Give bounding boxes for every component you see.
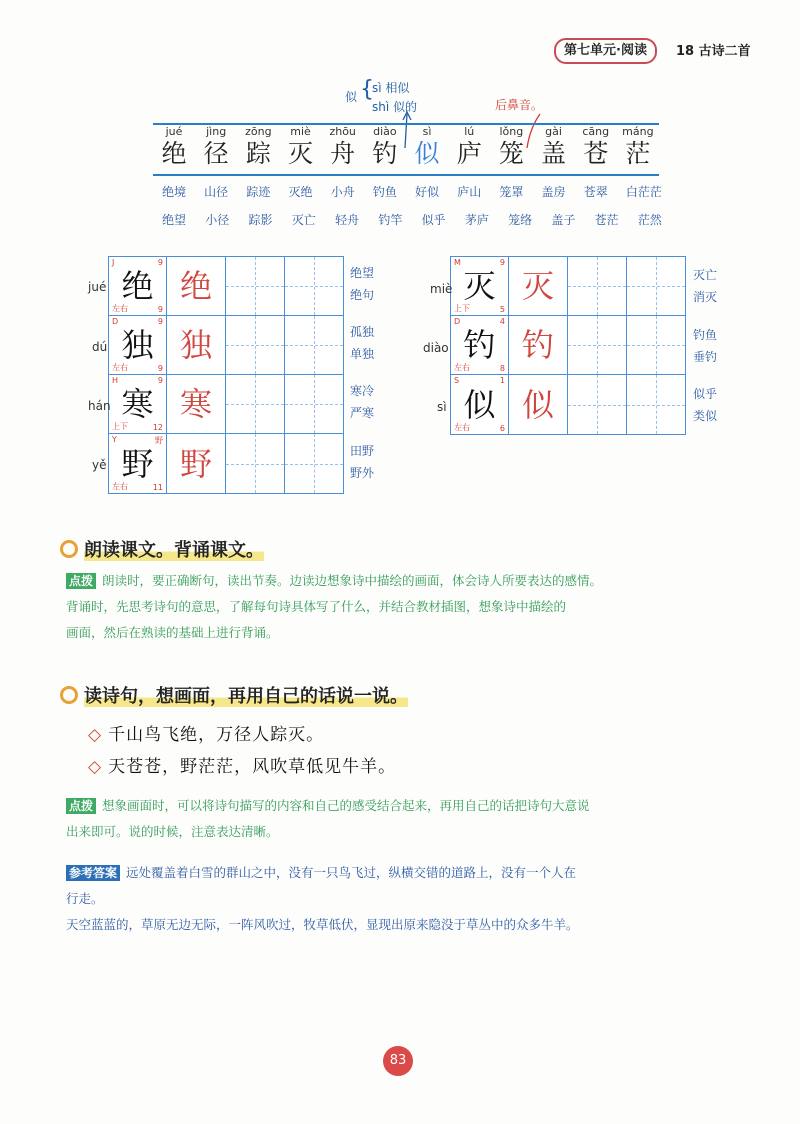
side-words: 寒冷 严寒	[350, 384, 375, 420]
diamond-icon: ◇	[88, 725, 103, 745]
grid-cell-model: H 9 寒 上下 12	[109, 375, 167, 434]
hint-tag: 点拨	[66, 573, 96, 589]
char-cell: lú 庐	[456, 125, 482, 168]
poem-line: ◇ 天苍苍，野茫茫，风吹草低见牛羊。	[88, 757, 397, 777]
page-number: 83	[383, 1046, 413, 1076]
grid-cell-trace: 野	[167, 434, 226, 493]
grid-cell-empty[interactable]	[285, 434, 343, 493]
grid-cell-model: D 9 独 左右 9	[109, 316, 167, 375]
grid-cell-trace: 钓	[509, 316, 568, 375]
row-pinyin: diào	[423, 341, 449, 355]
reading-shi: shì 似的	[372, 100, 418, 114]
grid-cell-empty[interactable]	[568, 316, 627, 375]
nasal-note: 后鼻音。	[495, 98, 544, 112]
grid-cell-empty[interactable]	[568, 375, 627, 434]
row-pinyin: jué	[88, 280, 107, 294]
diamond-icon: ◇	[88, 757, 103, 777]
grid-cell-empty[interactable]	[285, 375, 343, 434]
word-row-2: 绝望 小径 踪影 灭亡 轻舟 钓竿 似乎 茅庐 笼络 盖子 苍茫 茫然	[162, 213, 662, 227]
si-annotation-label: 似	[345, 90, 358, 104]
char-cell: jué 绝	[161, 125, 187, 168]
char-cell: diào 钓	[372, 125, 398, 168]
grid-cell-empty[interactable]	[226, 434, 285, 493]
grid-cell-trace: 似	[509, 375, 568, 434]
grid-cell-empty[interactable]	[568, 257, 627, 316]
grid-cell-model: S 1 似 左右 6	[451, 375, 509, 434]
grid-cell-empty[interactable]	[226, 257, 285, 316]
bullet-circle-icon	[60, 540, 78, 558]
char-cell: cāng 苍	[582, 125, 610, 168]
char-cell: gài 盖	[541, 125, 567, 168]
grid-cell-trace: 绝	[167, 257, 226, 316]
answer-tag: 参考答案	[66, 865, 120, 881]
grid-cell-model: Y 野 野 左右 11	[109, 434, 167, 493]
row-pinyin: hán	[88, 399, 111, 413]
section-1-title: 朗读课文。背诵课文。	[60, 536, 264, 562]
row-pinyin: miè	[430, 282, 453, 296]
side-words: 钓鱼 垂钓	[693, 328, 718, 364]
grid-cell-empty[interactable]	[285, 316, 343, 375]
brace-icon: {	[360, 77, 374, 102]
grid-cell-trace: 寒	[167, 375, 226, 434]
side-words: 孤独 单独	[350, 325, 375, 361]
grid-cell-empty[interactable]	[627, 375, 685, 434]
grid-cell-empty[interactable]	[627, 257, 685, 316]
row-pinyin: sì	[437, 400, 447, 414]
grid-cell-empty[interactable]	[226, 316, 285, 375]
side-words: 灭亡 消灭	[693, 268, 718, 304]
char-cell: lǒng 笼	[498, 125, 524, 168]
char-cell: zōng 踪	[245, 125, 272, 168]
char-cell: jìng 径	[203, 125, 229, 168]
unit-label: 第七单元·阅读	[554, 38, 657, 64]
row-pinyin: yě	[92, 458, 107, 472]
section-2-hint: 点拨 想象画面时，可以将诗句描写的内容和自己的感受结合起来，再用自己的话把诗句大意说 出来即可。说的时候，注意表达清晰。	[66, 798, 590, 839]
section-1-hint: 点拨 朗读时，要正确断句，读出节奏。边读边想象诗中描绘的画面，体会诗人所要表达的感情。 背诵时，先思考诗句的意思，了解每句诗具体写了什么，并结合教材插图，想象诗中描绘的 画面，然后在熟读的基础上进行背诵。	[66, 573, 603, 640]
new-characters-row	[153, 125, 659, 173]
grid-cell-empty[interactable]	[627, 316, 685, 375]
char-cell: miè 灭	[288, 125, 314, 168]
grid-cell-empty[interactable]	[285, 257, 343, 316]
char-row-bottom-rule	[153, 174, 659, 176]
side-words: 似乎 类似	[693, 387, 718, 423]
reading-si: sì 相似	[372, 81, 410, 95]
reference-answer: 参考答案 远处覆盖着白雪的群山之中，没有一只鸟飞过，纵横交错的道路上，没有一个人在 行走。 天空蓝蓝的，草原无边无际，一阵风吹过，牧草低伏，显现出原来隐没于草丛中的众多牛羊。	[66, 865, 579, 932]
side-words: 田野 野外	[350, 444, 375, 480]
writing-grid-left	[108, 256, 344, 494]
side-words: 绝望 绝句	[350, 266, 375, 302]
grid-cell-empty[interactable]	[226, 375, 285, 434]
lesson-title: 18 古诗二首	[676, 44, 751, 59]
hint-tag: 点拨	[66, 798, 96, 814]
word-row-1: 绝境 山径 踪迹 灭绝 小舟 钓鱼 好似 庐山 笼罩 盖房 苍翠 白茫茫	[162, 185, 662, 199]
char-cell: máng 茫	[622, 125, 654, 168]
writing-grid-right	[450, 256, 686, 435]
section-2-title: 读诗句，想画面，再用自己的话说一说。	[60, 682, 408, 708]
bullet-circle-icon	[60, 686, 78, 704]
row-pinyin: dú	[92, 340, 108, 354]
char-cell-highlight: sì 似	[414, 125, 440, 168]
grid-cell-model: D 4 钓 左右 8	[451, 316, 509, 375]
grid-cell-model: M 9 灭 上下 5	[451, 257, 509, 316]
poem-line: ◇ 千山鸟飞绝，万径人踪灭。	[88, 725, 325, 745]
grid-cell-trace: 独	[167, 316, 226, 375]
char-cell: zhōu 舟	[329, 125, 356, 168]
grid-cell-model: J 9 绝 左右 9	[109, 257, 167, 316]
grid-cell-trace: 灭	[509, 257, 568, 316]
